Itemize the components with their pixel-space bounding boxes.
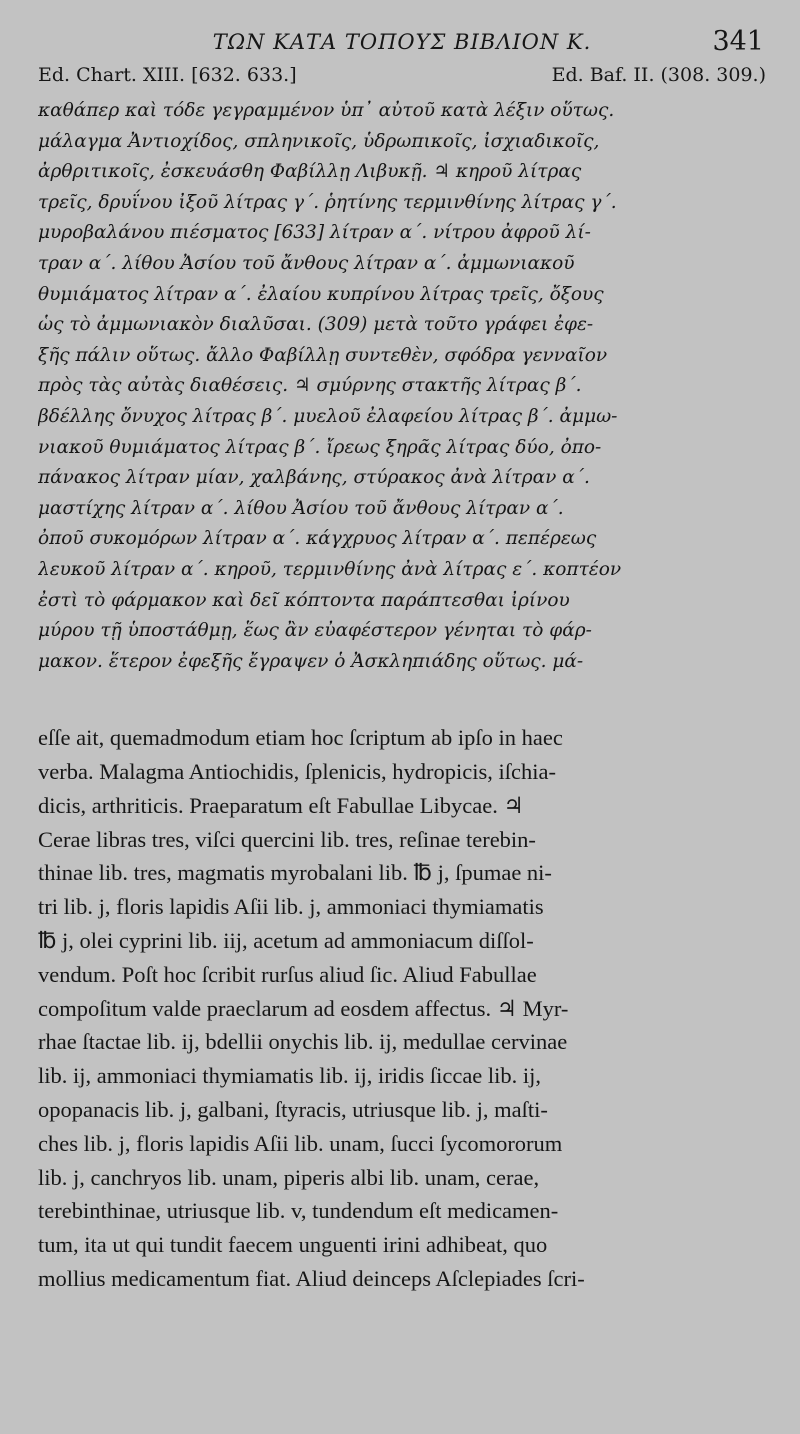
greek-text-line: μύρου τῇ ὑποστάθμῃ, ἕως ἂν εὐαφέστερον γένηται τὸ φάρ- (38, 620, 592, 642)
running-head (38, 22, 766, 62)
latin-text-line: lib. j, canchryos lib. unam, piperis albi lib. unam, cerae, (38, 1164, 540, 1190)
greek-text-block (38, 96, 766, 677)
edition-reference-basel: Ed. Baf. II. (308. 309.) (551, 64, 766, 86)
greek-text-line: ἐστὶ τὸ φάρμακον καὶ δεῖ κόπτοντα παράπτεσθαι ἰρίνου (38, 589, 570, 611)
latin-text-line: terebinthinae, utriusque lib. v, tundendum eſt medicamen- (38, 1198, 559, 1224)
greek-text-line: μυροβαλάνου πιέσματος [633] λίτραν α΄. νίτρου ἀφροῦ λί- (38, 222, 591, 244)
greek-text-line: νιακοῦ θυμιάματος λίτρας β΄. ἴρεως ξηρᾶς λίτρας δύο, ὀπο- (38, 436, 602, 458)
latin-text-line: ches lib. j, floris lapidis Aſii lib. unam, ſucci ſycomororum (38, 1130, 563, 1156)
greek-text-line: καθάπερ καὶ τόδε γεγραμμένον ὑπ᾽ αὐτοῦ κατὰ λέξιν οὕτως. (38, 100, 615, 121)
latin-text-line: thinae lib. tres, magmatis myrobalani lib. ℔ j, ſpumae ni- (38, 860, 552, 886)
greek-text-line: πρὸς τὰς αὐτὰς διαθέσεις. ♃ σμύρνης στακτῆς λίτρας β΄. (38, 375, 582, 397)
running-title: ΤΩΝ ΚΑΤΑ ΤΟΠΟΥΣ ΒΙΒΛΙΟΝ Κ. (212, 30, 592, 54)
latin-text-block (38, 721, 766, 1296)
latin-text-line: eſſe ait, quemadmodum etiam hoc ſcriptum ab ipſo in haec (38, 725, 563, 751)
latin-text-line: lib. ij, ammoniaci thymiamatis lib. ij, iridis ſiccae lib. ij, (38, 1063, 542, 1089)
page-number: 341 (712, 26, 764, 57)
greek-text-line: ξῆς πάλιν οὕτως. ἄλλο Φαβίλλῃ συντεθὲν, σφόδρα γενναῖον (38, 344, 608, 366)
greek-text-line: λευκοῦ λίτραν α΄. κηροῦ, τερμινθίνης ἀνὰ λίτρας ε΄. κοπτέον (38, 558, 622, 580)
greek-text-line: ὡς τὸ ἀμμωνιακὸν διαλῦσαι. (309) μετὰ τοῦτο γράφει ἐφε- (38, 314, 594, 336)
greek-text-line: μαστίχης λίτραν α΄. λίθου Ἀσίου τοῦ ἄνθους λίτραν α΄. (38, 497, 564, 519)
greek-text-line: θυμιάματος λίτραν α΄. ἐλαίου κυπρίνου λίτρας τρεῖς, ὄξους (38, 283, 604, 305)
latin-text-line: opopanacis lib. j, galbani, ſtyracis, utriusque lib. j, maſti- (38, 1097, 548, 1123)
greek-text-line: ὀποῦ συκομόρων λίτραν α΄. κάγχρυος λίτραν α΄. πεπέρεως (38, 528, 597, 550)
latin-text-line: compoſitum valde praeclarum ad eosdem affectus. ♃ Myr- (38, 995, 569, 1021)
greek-text-line: βδέλλης ὄνυχος λίτρας β΄. μυελοῦ ἐλαφείου λίτρας β΄. ἀμμω- (38, 405, 618, 427)
greek-text-line: μακον. ἕτερον ἐφεξῆς ἔγραψεν ὁ Ἀσκληπιάδης οὕτως. μά- (38, 650, 584, 672)
latin-text-line: tri lib. j, floris lapidis Aſii lib. j, ammoniaci thymiamatis (38, 894, 544, 920)
latin-text-line: Cerae libras tres, viſci quercini lib. tres, reſinae terebin- (38, 826, 536, 852)
greek-text-line: τραν α΄. λίθου Ἀσίου τοῦ ἄνθους λίτραν α΄. ἀμμωνιακοῦ (38, 252, 575, 274)
latin-text-line: ℔ j, olei cyprini lib. iij, acetum ad ammoniacum diſſol- (38, 928, 534, 954)
greek-text-line: μάλαγμα Ἀντιοχίδος, σπληνικοῖς, ὑδρωπικοῖς, ἰσχιαδικοῖς, (38, 130, 600, 152)
latin-text-line: verba. Malagma Antiochidis, ſplenicis, hydropicis, iſchia- (38, 759, 557, 785)
greek-text-line: ἀρθριτικοῖς, ἐσκευάσθη Φαβίλλῃ Λιβυκῇ. ♃ κηροῦ λίτρας (38, 161, 582, 183)
greek-text-line: τρεῖς, δρυΐνου ἰξοῦ λίτρας γ΄. ῥητίνης τερμινθίνης λίτρας γ΄. (38, 191, 617, 213)
greek-text-line: πάνακος λίτραν μίαν, χαλβάνης, στύρακος ἀνὰ λίτραν α΄. (38, 467, 590, 489)
latin-text-line: tum, ita ut qui tundit faecem unguenti irini adhibeat, quo (38, 1232, 548, 1258)
latin-text-line: vendum. Poſt hoc ſcribit rurſus aliud ſic. Aliud Fabullae (38, 961, 537, 987)
latin-text-line: rhae ſtactae lib. ij, bdellii onychis lib. ij, medullae cervinae (38, 1029, 568, 1055)
latin-text-line: mollius medicamentum fiat. Aliud deinceps Aſclepiades ſcri- (38, 1266, 585, 1292)
latin-text-line: dicis, arthriticis. Praeparatum eſt Fabullae Libycae. ♃ (38, 792, 524, 818)
edition-line (38, 62, 766, 96)
edition-reference-chart: Ed. Chart. XIII. [632. 633.] (38, 64, 297, 86)
